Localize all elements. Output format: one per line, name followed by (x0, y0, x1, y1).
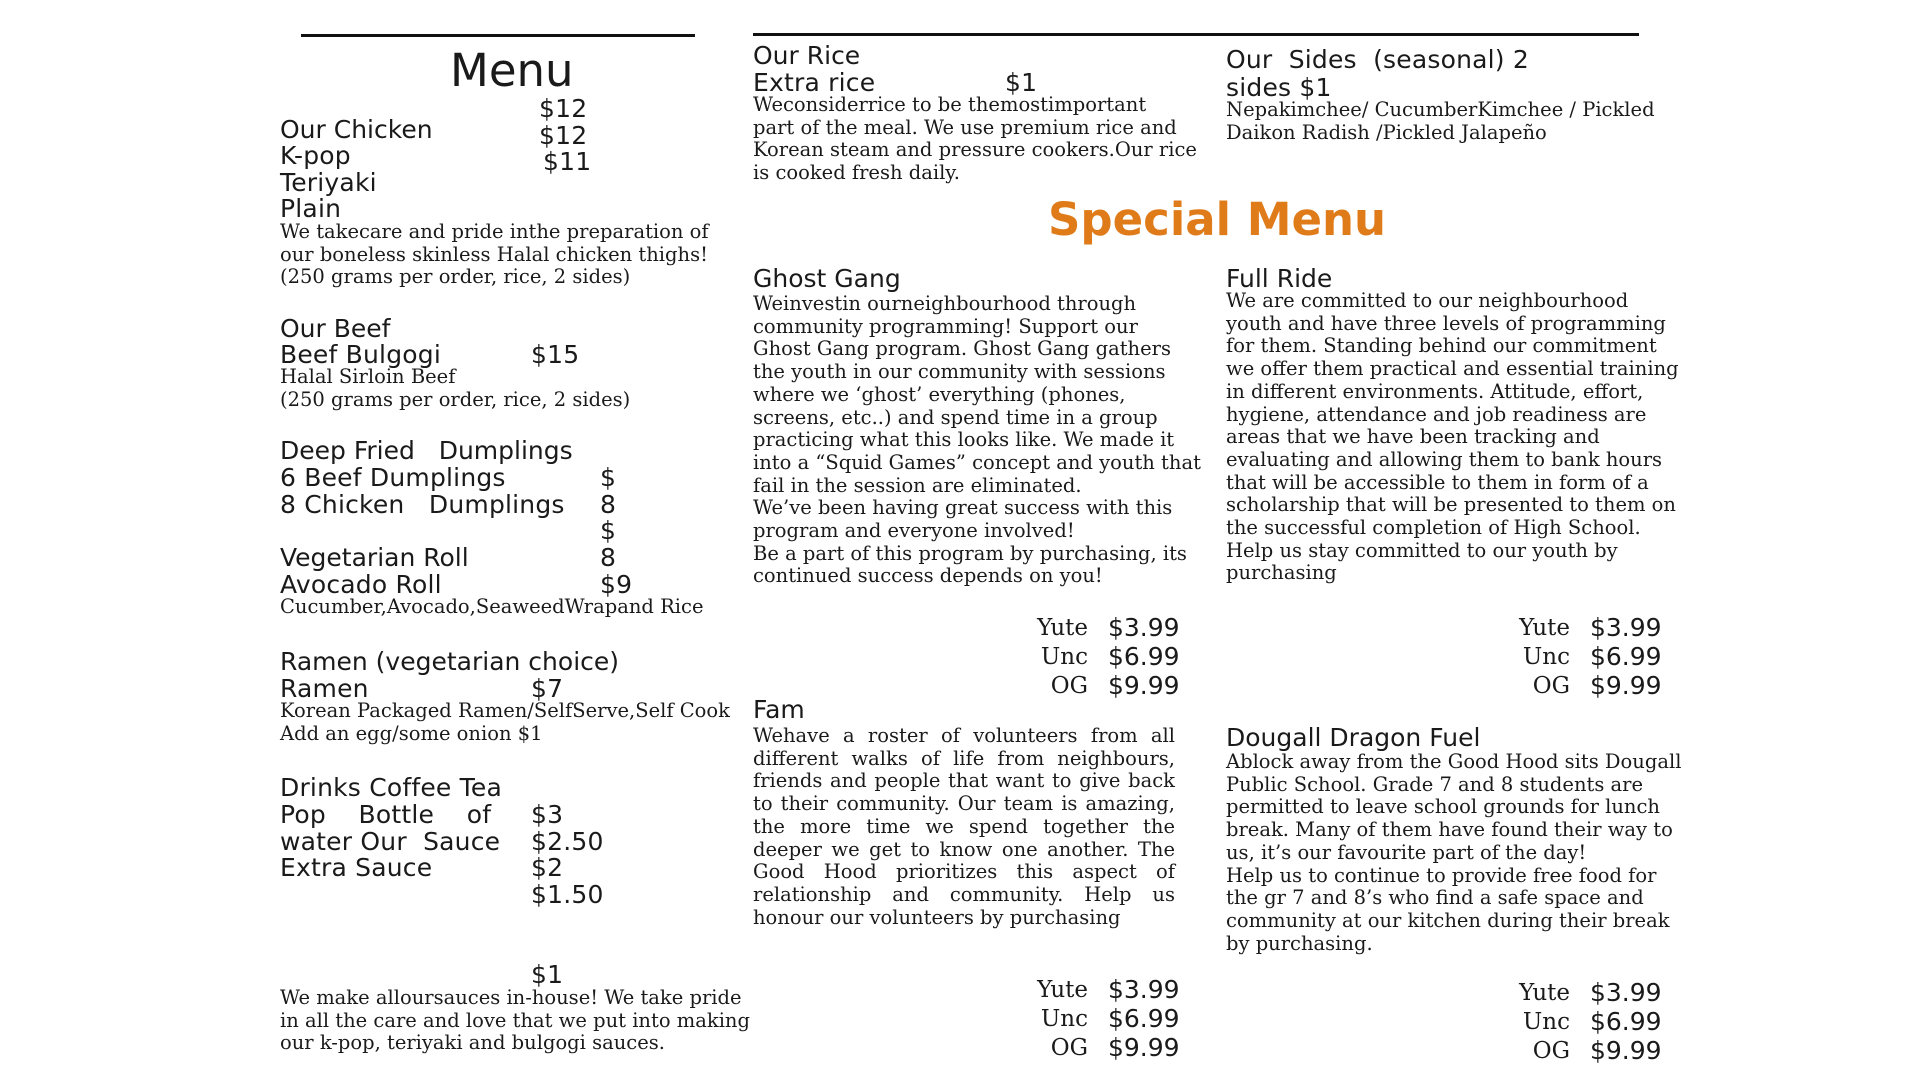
rice-description (753, 94, 1197, 185)
tier-name: OG (1050, 672, 1088, 699)
ghost-gang-desc-line: the youth in our community with sessions (753, 360, 1166, 384)
dragon-fuel-desc-line: community at our kitchen during their break (1226, 908, 1670, 932)
price-tier-row (1496, 613, 1662, 642)
price-tier-row (1014, 1033, 1180, 1062)
tier-price: $3.99 (1590, 978, 1662, 1007)
full-ride-desc-line: areas that we have been tracking and (1226, 425, 1600, 449)
dumplings-price-fragment: 8 (600, 543, 617, 572)
ghost-gang-desc-line: screens, etc..) and spend time in a group (753, 405, 1158, 429)
full-ride-desc-line: Help us stay committed to our youth by (1226, 538, 1618, 562)
fam-heading: Fam (753, 695, 805, 724)
chicken-desc-line: We takecare and pride inthe preparation of (280, 220, 709, 243)
beef-desc-line: Halal Sirloin Beef (280, 365, 456, 388)
price-tier-row (1496, 978, 1662, 1007)
ramen-heading: Ramen (vegetarian choice) (280, 647, 620, 676)
ghost-gang-desc-line: continued success depends on you! (753, 564, 1103, 588)
ghost-gang-desc-line: Ghost Gang program. Ghost Gang gathers (753, 337, 1171, 361)
price-tier-row (1496, 642, 1662, 671)
price-tier-row (1014, 671, 1180, 700)
drinks-price: $1.50 (531, 880, 604, 909)
chicken-price-1: $12 (539, 94, 588, 123)
full-ride-desc-line: we offer them practical and essential training (1226, 357, 1679, 381)
full-ride-desc-line: the successful completion of High School. (1226, 516, 1641, 540)
tier-name: Unc (1040, 643, 1088, 670)
full-ride-desc-line: youth and have three levels of programming (1226, 311, 1666, 335)
price-tier-row (1496, 1007, 1662, 1036)
tier-name: Yute (1519, 614, 1570, 641)
dumplings-item-chicken: 8 Chicken Dumplings (280, 490, 565, 519)
tier-price: $3.99 (1590, 613, 1662, 642)
veg-roll-heading: Vegetarian Roll (280, 543, 469, 572)
dragon-fuel-desc-line: us, it’s our favourite part of the day! (1226, 840, 1587, 864)
dragon-fuel-desc-line: by purchasing. (1226, 931, 1373, 955)
full-ride-desc-line: for them. Standing behind our commitment (1226, 334, 1657, 358)
full-ride-desc-line: that will be accessible to them in form of a (1226, 470, 1649, 494)
our-sauce-heading: Our Sauce (360, 827, 501, 856)
menu-title: Menu (450, 44, 574, 97)
drinks-price: $2 (531, 853, 564, 882)
sides-desc-line: Daikon Radish /Pickled Jalapeño (1226, 120, 1547, 144)
beef-price: $15 (531, 340, 580, 369)
sauce-desc-line: our k-pop, teriyaki and bulgogi sauces. (280, 1031, 665, 1055)
beef-desc-line: (250 grams per order, rice, 2 sides) (280, 387, 631, 411)
tier-name: OG (1050, 1034, 1088, 1061)
dragon-fuel-desc-line: break. Many of them have found their way to (1226, 818, 1673, 842)
sides-heading: Our Sides (seasonal) (1226, 45, 1505, 74)
drinks-water: water (280, 827, 353, 856)
price-tier-row (1014, 975, 1180, 1004)
tier-name: OG (1532, 1037, 1570, 1064)
ghost-gang-desc-line: We’ve been having great success with this (753, 496, 1173, 520)
ghost-gang-desc-line: community programming! Support our (753, 314, 1138, 338)
dragon-fuel-desc-line: the gr 7 and 8’s who find a safe space and (1226, 886, 1644, 910)
drinks-heading: Drinks (280, 773, 362, 802)
rice-desc-line: is cooked fresh daily. (753, 161, 960, 185)
veg-roll-description: Cucumber,Avocado,SeaweedWrapand Rice (280, 595, 704, 618)
ghost-gang-description (753, 293, 1201, 588)
price-tier-row (1014, 613, 1180, 642)
beef-heading: Our Beef (280, 314, 391, 343)
ramen-desc-line: Korean Packaged Ramen/SelfServe,Self Cook (280, 699, 730, 722)
drinks-price: $3 (531, 800, 564, 829)
chicken-desc-line: our boneless skinless Halal chicken thighs! (280, 242, 708, 266)
dragon-fuel-desc-line: Public School. Grade 7 and 8 students are (1226, 772, 1644, 796)
tier-name: Unc (1522, 1008, 1570, 1035)
tier-name: Unc (1040, 1005, 1088, 1032)
tier-name: Yute (1519, 979, 1570, 1006)
dragon-fuel-price-table (1496, 978, 1662, 1065)
rice-price: $1 (1005, 68, 1038, 97)
full-ride-description (1226, 290, 1679, 585)
rice-item: Extra rice (753, 68, 876, 97)
beef-description (280, 366, 630, 411)
veg-roll-item: Avocado Roll (280, 570, 442, 599)
dragon-fuel-desc-line: Ablock away from the Good Hood sits Dougall (1226, 750, 1682, 773)
left-top-rule (301, 34, 695, 37)
ghost-gang-desc-line: Weinvestin ourneighbourhood through (753, 292, 1137, 315)
dumplings-price-fragment: $ (600, 463, 617, 492)
drinks-coffee-tea: Coffee Tea (369, 773, 502, 802)
dragon-fuel-desc-line: permitted to leave school grounds for lunch (1226, 795, 1660, 819)
dumplings-heading: Deep Fried Dumplings (280, 436, 573, 465)
dragon-fuel-description (1226, 751, 1681, 955)
full-ride-price-table (1496, 613, 1662, 700)
ghost-gang-desc-line: where we ‘ghost’ everything (phones, (753, 382, 1126, 406)
sides-count: 2 (1512, 45, 1530, 74)
full-ride-desc-line: in different environments. Attitude, effort, (1226, 379, 1644, 403)
drinks-line-1 (280, 773, 502, 802)
special-menu-title: Special Menu (1048, 193, 1387, 246)
rice-desc-line: Korean steam and pressure cookers.Our rice (753, 138, 1197, 162)
sauce-description (280, 987, 750, 1055)
full-ride-desc-line: We are committed to our neighbourhood (1226, 289, 1629, 312)
drinks-price: $2.50 (531, 827, 604, 856)
tier-name: Unc (1522, 643, 1570, 670)
drinks-line-2: Pop Bottle of (280, 800, 492, 829)
dumplings-price-fragment: 8 (600, 490, 617, 519)
tier-price: $9.99 (1108, 671, 1180, 700)
ghost-gang-price-table (1014, 613, 1180, 700)
chicken-price-2: $12 (539, 121, 588, 150)
tier-price: $6.99 (1590, 1007, 1662, 1036)
rice-heading: Our Rice (753, 41, 861, 70)
chicken-item-plain: Plain (280, 194, 342, 223)
ghost-gang-desc-line: program and everyone involved! (753, 519, 1075, 543)
ghost-gang-desc-line: Be a part of this program by purchasing, its (753, 541, 1187, 565)
price-tier-row (1014, 642, 1180, 671)
full-ride-desc-line: hygiene, attendance and job readiness are (1226, 402, 1647, 426)
ghost-gang-desc-line: into a “Squid Games” concept and youth that (753, 450, 1201, 474)
ghost-gang-desc-line: practicing what this looks like. We made it (753, 428, 1175, 452)
tier-name: Yute (1037, 976, 1088, 1003)
tier-price: $9.99 (1108, 1033, 1180, 1062)
ghost-gang-desc-line: fail in the session are eliminated. (753, 473, 1082, 497)
tier-price: $9.99 (1590, 671, 1662, 700)
chicken-description (280, 221, 709, 289)
ramen-item: Ramen (280, 674, 369, 703)
fam-price-table (1014, 975, 1180, 1062)
price-tier-row (1496, 1036, 1662, 1065)
tier-price: $3.99 (1108, 975, 1180, 1004)
fam-description: Wehave a roster of volunteers from all different walks of life from neighbours, friends and people that want to give back to their community. Our team is amazing, the more time we spend together the deeper we get to know one another. The Good Hood prioritizes this aspect of relationship and community. Help us honour our volunteers by purchasing (753, 724, 1175, 929)
price-tier-row (1014, 1004, 1180, 1033)
drinks-line-3 (280, 827, 500, 856)
ramen-description (280, 700, 730, 745)
tier-price: $6.99 (1590, 642, 1662, 671)
full-ride-desc-line: evaluating and allowing them to bank hours (1226, 447, 1663, 471)
sides-price-line: sides $1 (1226, 73, 1332, 102)
full-ride-desc-line: purchasing (1226, 561, 1337, 585)
price-tier-row (1496, 671, 1662, 700)
rice-desc-line: Weconsiderrice to be themostimportant (753, 93, 1147, 116)
tier-name: Yute (1037, 614, 1088, 641)
dumplings-item-beef: 6 Beef Dumplings (280, 463, 506, 492)
dumplings-price-fragment: $ (600, 516, 617, 545)
tier-price: $9.99 (1590, 1036, 1662, 1065)
sauce-desc-line: in all the care and love that we put into making (280, 1008, 750, 1032)
full-ride-heading: Full Ride (1226, 264, 1333, 293)
chicken-desc-line: (250 grams per order, rice, 2 sides) (280, 265, 631, 289)
sides-desc-line: Nepakimchee/ CucumberKimchee / Pickled (1226, 98, 1655, 121)
ramen-desc-line: Add an egg/some onion $1 (280, 721, 543, 745)
veg-roll-price: $9 (600, 570, 633, 599)
ramen-price: $7 (531, 674, 564, 703)
sides-heading-line (1226, 45, 1529, 74)
beef-item: Beef Bulgogi (280, 340, 441, 369)
sides-description (1226, 99, 1655, 144)
full-ride-desc-line: scholarship that will be presented to them on (1226, 493, 1676, 517)
drinks-line-4: Extra Sauce (280, 853, 433, 882)
right-top-rule (753, 33, 1639, 36)
dragon-fuel-heading: Dougall Dragon Fuel (1226, 723, 1481, 752)
ghost-gang-heading: Ghost Gang (753, 264, 901, 293)
tier-price: $6.99 (1108, 642, 1180, 671)
chicken-item-kpop: K-pop (280, 141, 351, 170)
chicken-heading: Our Chicken (280, 115, 433, 144)
dragon-fuel-desc-line: Help us to continue to provide free food for (1226, 863, 1657, 887)
tier-price: $6.99 (1108, 1004, 1180, 1033)
chicken-item-teriyaki: Teriyaki (280, 168, 377, 197)
tier-name: OG (1532, 672, 1570, 699)
extra-sauce-price: $1 (531, 960, 564, 989)
sauce-desc-line: We make alloursauces in-house! We take pride (280, 986, 742, 1009)
chicken-price-3: $11 (543, 147, 592, 176)
rice-desc-line: part of the meal. We use premium rice and (753, 115, 1177, 139)
tier-price: $3.99 (1108, 613, 1180, 642)
